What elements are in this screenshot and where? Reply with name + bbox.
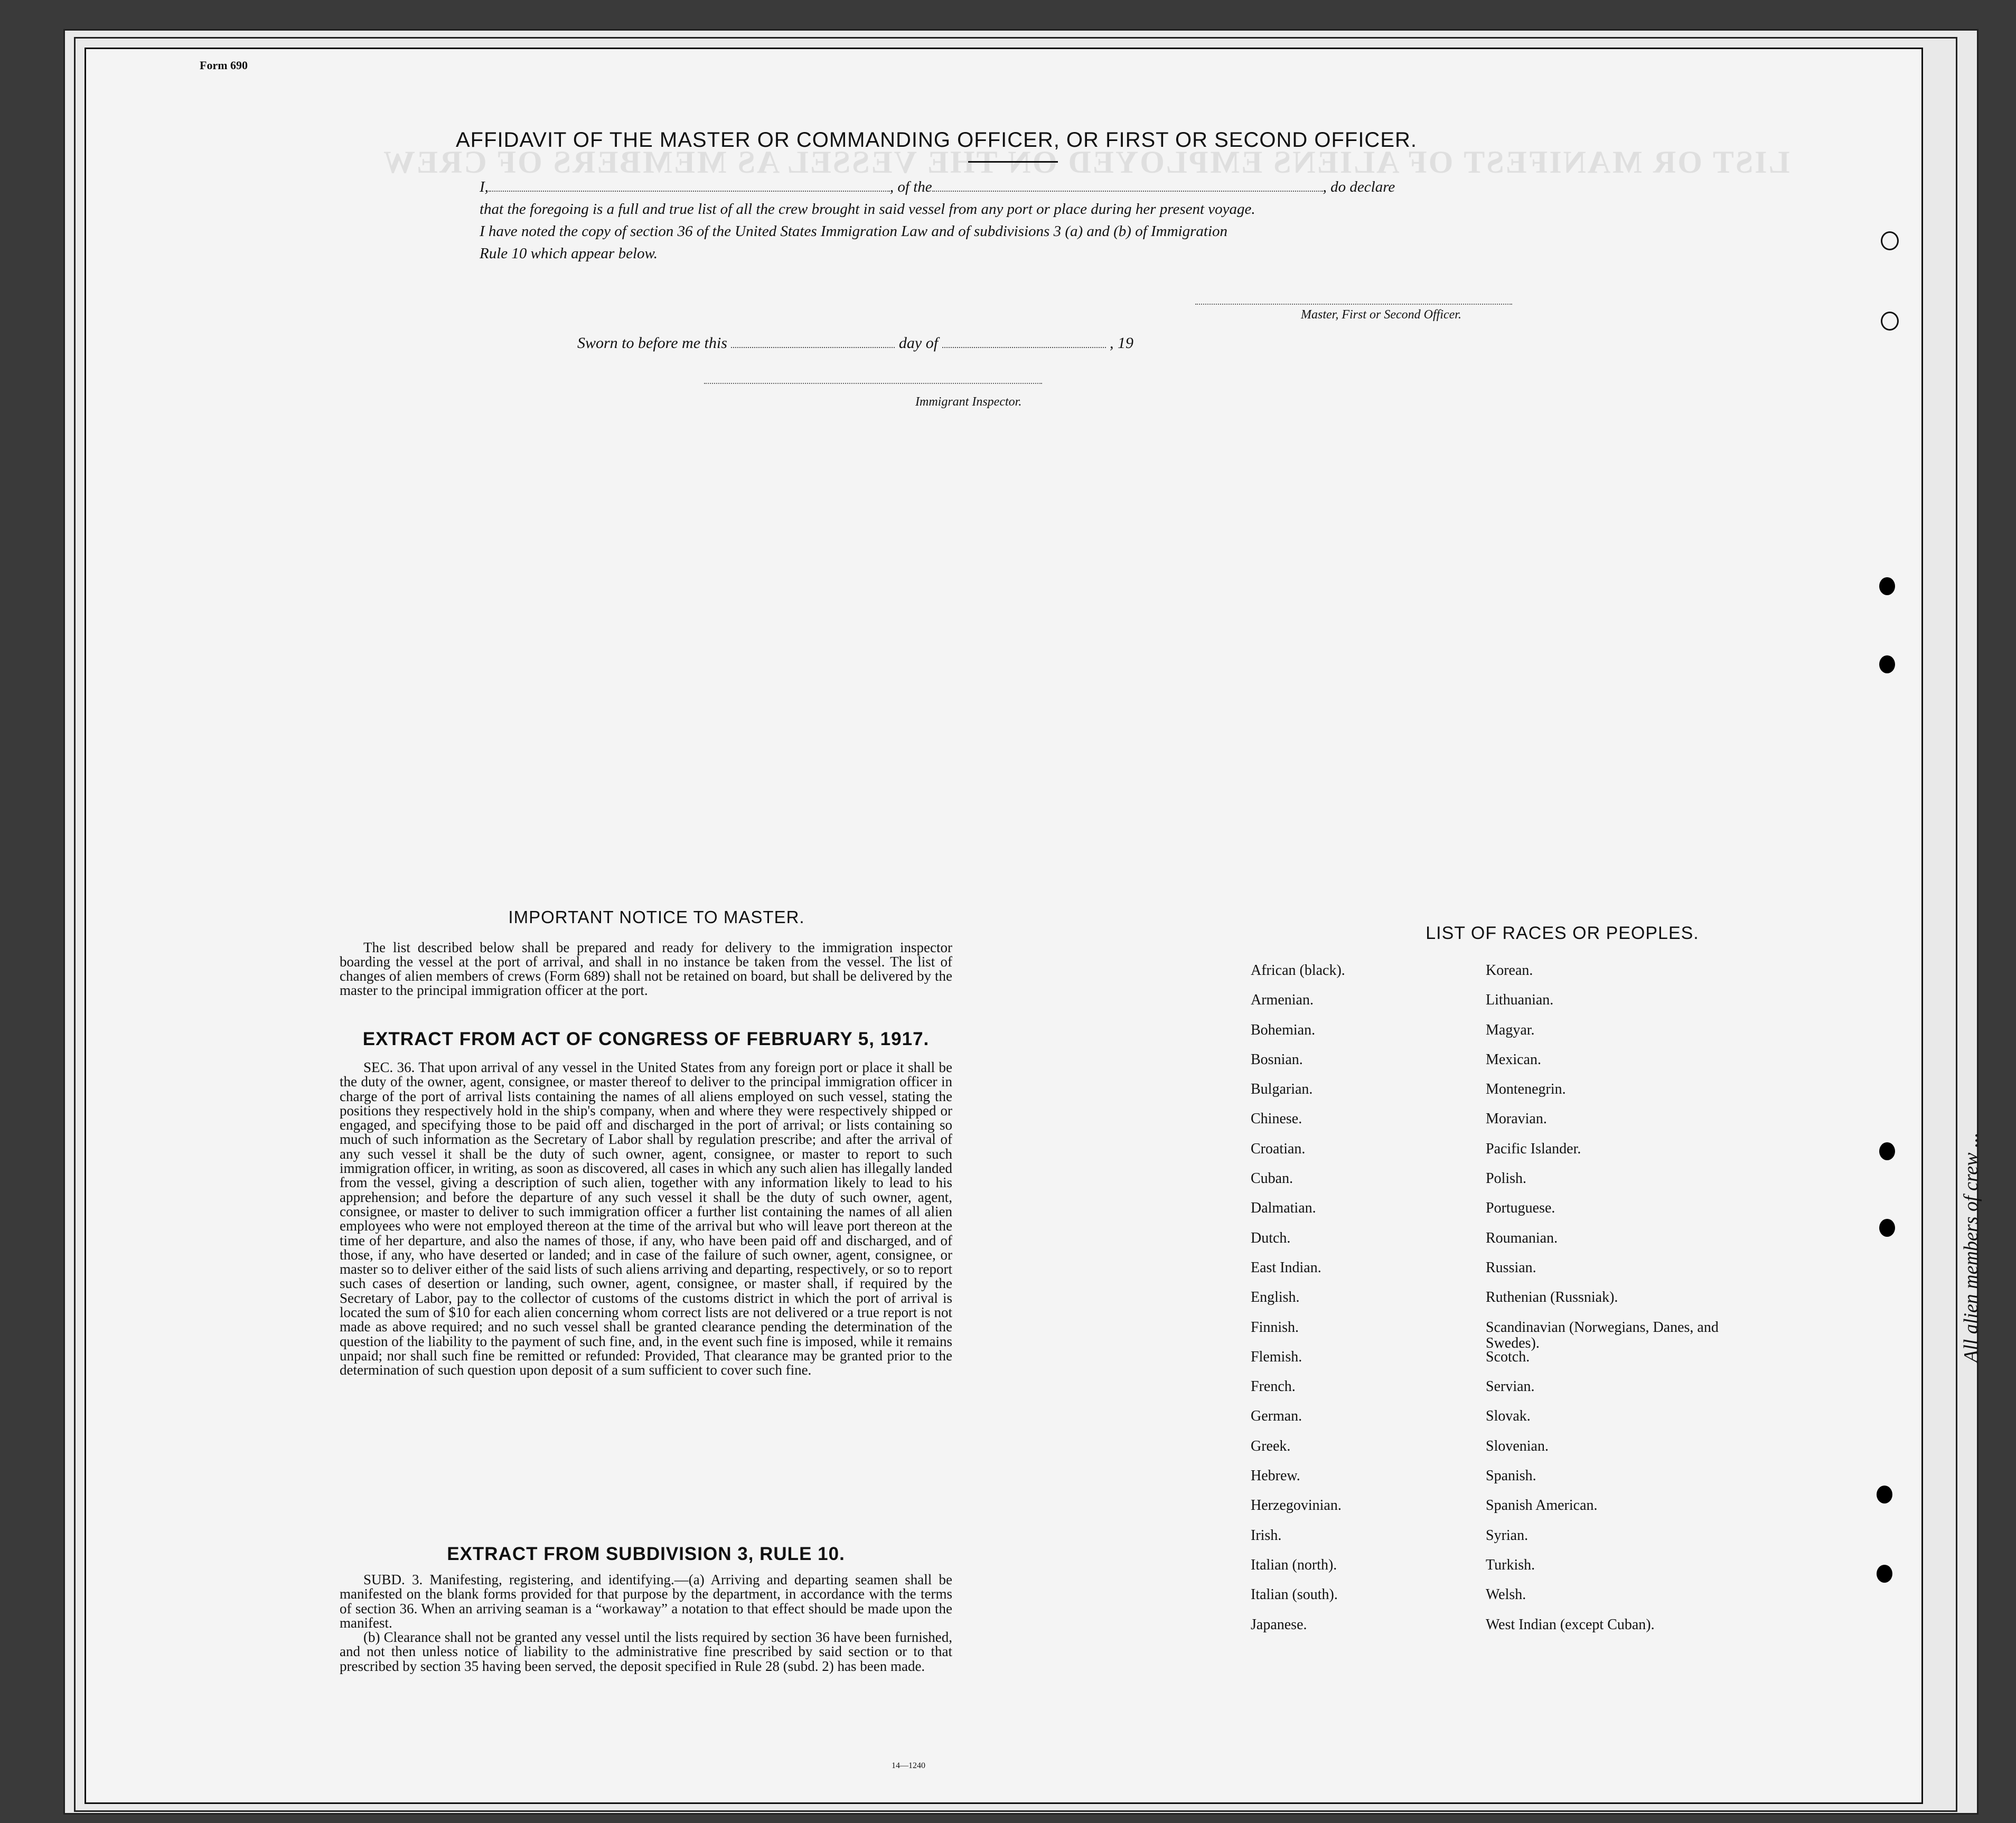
race-item: Slovenian. (1486, 1437, 1549, 1454)
inspector-signature-line (704, 383, 1042, 384)
race-item: Scotch. (1486, 1348, 1530, 1365)
race-item: Montenegrin. (1486, 1081, 1566, 1098)
name-blank (489, 178, 890, 192)
binder-hole-1 (1879, 577, 1895, 595)
race-item: Moravian. (1486, 1111, 1547, 1127)
rule-extract-body (340, 1573, 952, 1674)
race-item: Welsh. (1486, 1586, 1526, 1603)
race-item: Bosnian. (1251, 1051, 1303, 1068)
inspector-label: Immigrant Inspector. (915, 395, 1022, 409)
race-item: Armenian. (1251, 992, 1314, 1009)
race-item: Spanish American. (1486, 1497, 1598, 1514)
race-item: Hebrew. (1251, 1468, 1300, 1484)
race-item: Slovak. (1486, 1408, 1531, 1425)
race-item: Scandinavian (Norwegians, Danes, and Swedes). (1486, 1319, 1719, 1351)
affidavit-line-3: I have noted the copy of section 36 of the United States Immigration Law and of subdivisions 3 (a) and (b) of Immigration (480, 223, 1228, 240)
notice-body: The list described below shall be prepared and ready for delivery to the immigration inspector boarding the vessel at the port of arrival, and shall in no instance be taken from the vessel. The list of changes of alien members of crews (Form 689) shall not be retained on board, but shall be delivered by the master to the principal immigration officer at the port. (340, 939, 952, 998)
title-rule (968, 161, 1058, 163)
race-item: Bulgarian. (1251, 1081, 1313, 1098)
races-column-1 (1251, 963, 1483, 1647)
race-item: Dutch. (1251, 1229, 1291, 1246)
race-item: Dalmatian. (1251, 1200, 1316, 1217)
affidavit-i: I, (480, 178, 489, 195)
race-item: Korean. (1486, 962, 1533, 979)
race-item: Turkish. (1486, 1556, 1535, 1573)
race-item: Portuguese. (1486, 1200, 1555, 1217)
sworn-month-blank (942, 334, 1106, 348)
race-item: Italian (north). (1251, 1556, 1337, 1573)
affidavit-text (480, 176, 1515, 265)
affidavit-title: AFFIDAVIT OF THE MASTER OR COMMANDING OFFICER, OR FIRST OR SECOND OFFICER. (456, 128, 1417, 152)
race-item: English. (1251, 1289, 1300, 1306)
vessel-blank (932, 178, 1323, 192)
race-item: Russian. (1486, 1259, 1536, 1276)
race-item: Lithuanian. (1486, 992, 1554, 1009)
form-number: Form 690 (200, 59, 248, 72)
sworn-year: , 19 (1110, 334, 1134, 352)
race-item: Irish. (1251, 1527, 1282, 1544)
signature-label: Master, First or Second Officer. (1301, 308, 1461, 322)
print-code: 14—1240 (892, 1761, 925, 1770)
sworn-text: Sworn to before me this (577, 334, 727, 352)
sworn-date-blank (731, 334, 895, 348)
act-extract-heading: EXTRACT FROM ACT OF CONGRESS OF FEBRUARY 5, 1917. (362, 1029, 930, 1049)
race-item: Magyar. (1486, 1021, 1535, 1038)
race-item: Roumanian. (1486, 1229, 1558, 1246)
binder-ring-1 (1881, 231, 1899, 250)
race-item: Finnish. (1251, 1319, 1299, 1336)
rule-para-a: SUBD. 3. Manifesting, registering, and identifying.—(a) Arriving and departing seamen shall be manifested on the blank forms provided for that purpose by the department, in accordance with the terms of section 36. When an arriving seaman is a “workaway” a notation to that effect should be made upon the manifest. (340, 1572, 952, 1631)
binder-hole-5 (1877, 1486, 1892, 1503)
signature-line (1195, 304, 1512, 305)
affidavit-line-4: Rule 10 which appear below. (480, 245, 658, 262)
race-item: German. (1251, 1408, 1302, 1425)
binder-ring-2 (1881, 312, 1899, 331)
race-item: French. (1251, 1378, 1296, 1395)
rule-para-b: (b) Clearance shall not be granted any vessel until the lists required by section 36 have been furnished, and not then unless notice of liability to the administrative fine prescribed by said section or to that prescribed by section 35 having been served, the deposit specified in Rule 28 (subd. 2) has been made. (340, 1629, 952, 1674)
race-item: Greek. (1251, 1437, 1291, 1454)
race-item: Italian (south). (1251, 1586, 1338, 1603)
sworn-day: day of (898, 334, 939, 352)
notice-heading: IMPORTANT NOTICE TO MASTER. (508, 907, 805, 927)
race-item: Croatian. (1251, 1140, 1306, 1157)
affidavit-line-1 (480, 176, 1515, 198)
binder-hole-6 (1877, 1565, 1892, 1583)
bleed-through-text: LIST OR MANIFEST OF ALIENS EMPLOYED ON THE VESSEL AS MEMBERS OF CREW (382, 145, 1790, 180)
binder-hole-4 (1879, 1219, 1895, 1237)
race-item: East Indian. (1251, 1259, 1321, 1276)
race-item: Servian. (1486, 1378, 1535, 1395)
race-item: African (black). (1251, 962, 1345, 979)
margin-handwriting: All alien members of crew ... (1960, 1132, 1982, 1362)
race-item: Ruthenian (Russniak). (1486, 1289, 1618, 1306)
race-item: Flemish. (1251, 1348, 1302, 1365)
affidavit-declare: , do declare (1323, 178, 1395, 195)
race-item: Syrian. (1486, 1527, 1529, 1544)
manifest-page (85, 48, 1923, 1804)
race-item: Chinese. (1251, 1111, 1302, 1127)
race-item: Japanese. (1251, 1616, 1307, 1633)
race-item: West Indian (except Cuban). (1486, 1616, 1655, 1633)
race-item: Herzegovinian. (1251, 1497, 1342, 1514)
race-item: Pacific Islander. (1486, 1140, 1581, 1157)
act-extract-body: SEC. 36. That upon arrival of any vessel in the United States from any foreign port or place it shall be the duty of the owner, agent, consignee, or master thereof to deliver to the principal immigration officer in charge of the port of arrival lists containing the names of all aliens employed on such vessel, stating the positions they respectively hold in the ship's company, when and where they were respectively shipped or engaged, and specifying those to be paid off and discharged in the port of arrival; or lists containing so much of such information as the Secretary of Labor shall by regulation prescribe; and after the arrival of any such vessel it shall be the duty of such owner, agent, consignee, or master to report to such immigration officer, in writing, as soon as discovered, all cases in which any such alien has illegally landed from the vessel, giving a description of such alien, together with any information likely to lead to his apprehension; and before the departure of any such vessel it shall be the duty of such owner, agent, consignee, or master to deliver to such immigration officer a further list containing the names of all alien employees who were not employed thereon at the time of the arrival but who will leave port thereon at the time of her departure, and also the names of those, if any, who have been paid off and discharged, and of those, if any, who have deserted or landed; and in case of the failure of such owner, agent, consignee, or master so to deliver either of the said lists of such aliens arriving and departing, respectively, or so to report such cases of desertion or landing, such owner, agent, consignee, or master shall, if required by the Secretary of Labor, pay to the collector of customs of the customs district in which the port of arrival is located the sum of $10 for each alien concerning whom correct lists are not delivered or a true report is not made as above required; and no such vessel shall be granted clearance pending the determination of the question of the liability to the payment of such fine, and, in the event such fine is imposed, while it remains unpaid; nor shall such fine be remitted or refunded: Provided, That clearance may be granted prior to the determination of such question upon deposit of a sum sufficient to cover such fine. (340, 1059, 952, 1378)
races-heading: LIST OF RACES OR PEOPLES. (1426, 923, 1699, 943)
binder-hole-2 (1879, 655, 1895, 673)
affidavit-line-2: that the foregoing is a full and true list of all the crew brought in said vessel from any port or place during her present voyage. (480, 201, 1255, 218)
binder-hole-3 (1879, 1142, 1895, 1160)
race-item: Mexican. (1486, 1051, 1541, 1068)
race-item: Cuban. (1251, 1170, 1293, 1187)
race-item: Spanish. (1486, 1468, 1536, 1484)
race-item: Polish. (1486, 1170, 1527, 1187)
rule-extract-heading: EXTRACT FROM SUBDIVISION 3, RULE 10. (447, 1544, 845, 1564)
races-column-2 (1486, 963, 1739, 1647)
race-item: Bohemian. (1251, 1021, 1316, 1038)
affidavit-of-the: , of the (889, 178, 932, 195)
sworn-line (577, 334, 1133, 352)
